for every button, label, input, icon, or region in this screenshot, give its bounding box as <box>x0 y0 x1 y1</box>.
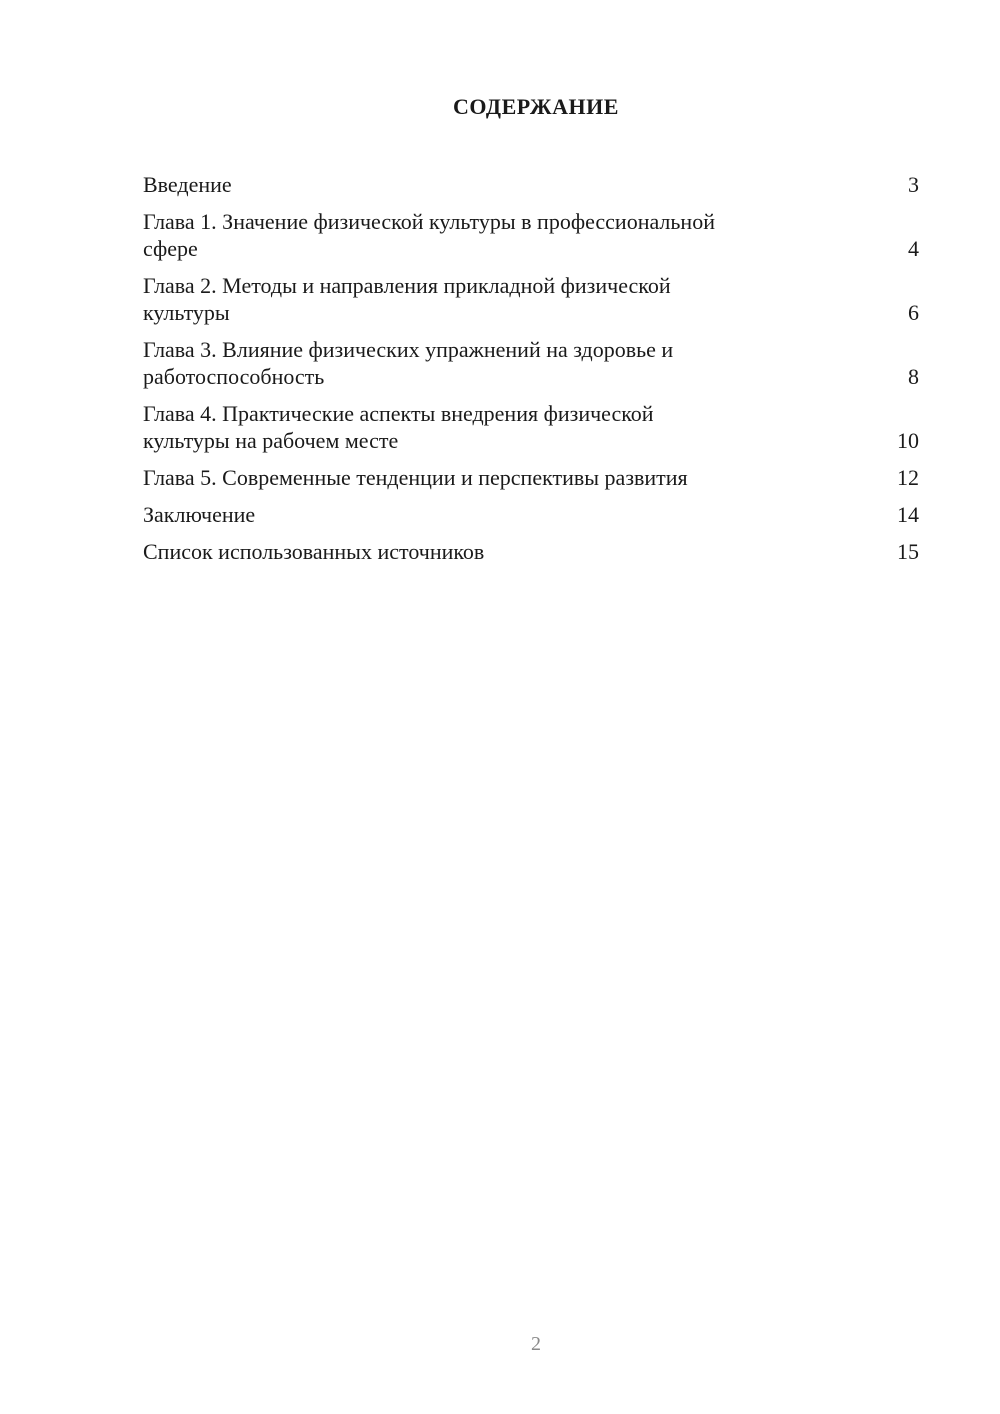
toc-entry-text <box>143 400 654 454</box>
toc-entry-page: 10 <box>897 428 919 453</box>
toc-entry-line: работоспособность <box>143 364 325 389</box>
toc-entry-page: 12 <box>897 465 919 490</box>
toc-entry-line: Глава 1. Значение физической культуры в профессиональной <box>143 209 715 234</box>
toc-entry-line: культуры <box>143 300 230 325</box>
page-number: 2 <box>531 1333 541 1355</box>
toc-entry-chapter-3 <box>143 336 919 390</box>
toc-entry-line: Введение <box>143 172 232 197</box>
toc-entry-conclusion <box>143 501 919 528</box>
toc-entry-line: Список использованных источников <box>143 539 485 564</box>
table-of-contents <box>143 171 919 575</box>
toc-title: СОДЕРЖАНИЕ <box>453 94 619 119</box>
toc-entry-text <box>143 464 688 491</box>
toc-entry-line: Заключение <box>143 502 256 527</box>
toc-entry-chapter-1 <box>143 208 919 262</box>
toc-entry-text <box>143 336 673 390</box>
toc-entry-page: 8 <box>908 364 919 389</box>
toc-entry-text <box>143 538 484 565</box>
toc-entry-line: Глава 2. Методы и направления прикладной физической <box>143 273 671 298</box>
toc-entry-text <box>143 208 715 262</box>
toc-entry-line: Глава 3. Влияние физических упражнений на здоровье и <box>143 337 674 362</box>
toc-entry-line: сфере <box>143 236 198 261</box>
toc-entry-line: Глава 4. Практические аспекты внедрения физической <box>143 401 654 426</box>
toc-entry-chapter-5 <box>143 464 919 491</box>
toc-entry-page: 14 <box>897 502 919 527</box>
toc-entry-page: 6 <box>908 300 919 325</box>
toc-entry-page: 15 <box>897 539 919 564</box>
toc-entry-references <box>143 538 919 565</box>
toc-entry-chapter-4 <box>143 400 919 454</box>
toc-entry-line: Глава 5. Современные тенденции и перспективы развития <box>143 465 688 490</box>
toc-entry-line: культуры на рабочем месте <box>143 428 399 453</box>
toc-entry-introduction <box>143 171 919 198</box>
toc-entry-text <box>143 171 232 198</box>
toc-entry-text <box>143 272 671 326</box>
toc-entry-chapter-2 <box>143 272 919 326</box>
toc-entry-page: 4 <box>908 236 919 261</box>
toc-entry-text <box>143 501 255 528</box>
toc-entry-page: 3 <box>908 172 919 197</box>
